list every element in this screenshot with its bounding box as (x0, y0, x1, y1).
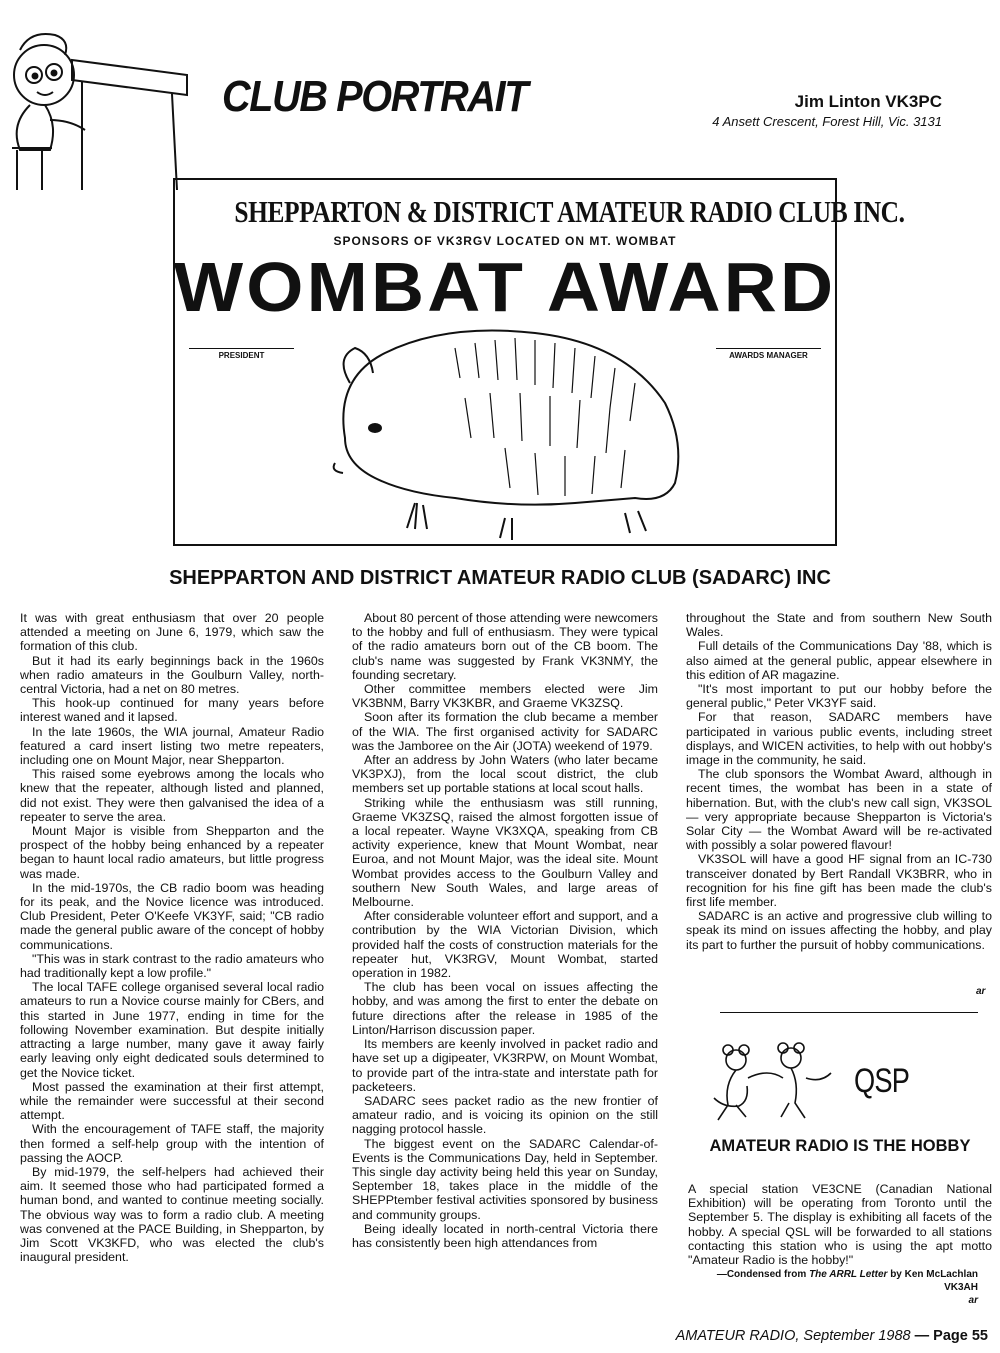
author-name: Jim Linton VK3PC (794, 92, 942, 111)
wombat-illustration (305, 288, 705, 546)
paragraph: The club sponsors the Wombat Award, although in recent times, the wombat has been in a state of hibernation. But, with the club's new call sign, VK3SOL — very appropriate because Shepparton is Victoria's Solar City — the Wombat Award will be re-activated with possibly a solar powered flavour! (686, 767, 992, 853)
cartoon-illustration (2, 20, 202, 190)
qsp-credit-prefix: —Condensed from (716, 1269, 807, 1280)
author-address: 4 Ansett Crescent, Forest Hill, Vic. 3131 (712, 114, 942, 129)
paragraph: The club has been vocal on issues affecting the hobby, and was among the first to enter the debate on future directions after the release in 1985 of the Linton/Harrison discussion paper. (352, 980, 658, 1037)
paragraph: Being ideally located in north-central Victoria there has consistently been high attendances from (352, 1221, 658, 1250)
footer-page-number: — Page 55 (914, 1328, 988, 1344)
paragraph: This raised some eyebrows among the locals who knew that the repeater, although listed and planned, did not exist. They were then galvanised the idea of a repeater to serve the area. (20, 767, 324, 824)
paragraph: By mid-1979, the self-helpers had achieved their aim. It seemed those who had participated formed a human bond, and wanted to continue meeting socially. The obvious way was to form a radio club. A meeting was convened at the PACE Building, in Shepparton, by Jim Scott VK3KFD, who was elected the club's inaugural president. (20, 1164, 324, 1265)
section-title: CLUB PORTRAIT (222, 72, 528, 121)
paragraph: Other committee members elected were Jim VK3BNM, Barry VK3KBR, and Graeme VK3ZSQ. (352, 682, 658, 711)
paragraph: SADARC is an active and progressive club willing to speak its mind on issues affecting the hobby, and play its part to further the pursuit of hobby communications. (686, 909, 992, 952)
paragraph: But it had its early beginnings back in the 1960s when radio amateurs in the Goulburn Valley, north-central Victoria, had a net on 80 metres. (20, 653, 324, 697)
paragraph: Mount Major is visible from Shepparton and the prospect of the hobby being enhanced by a repeater began to haunt local radio amateurs, but little progress was made. (20, 824, 324, 881)
paragraph: VK3SOL will have a good HF signal from an IC-730 transceiver donated by Bert Randall VK3BRR, who in recognition for his fine gift has been made the club's first life member. (686, 852, 992, 910)
paragraph: For that reason, SADARC members have participated in various public events, including street displays, and WICEN activities, to help with out hobby's image in the community, he said. (686, 710, 992, 768)
paragraph: About 80 percent of those attending were newcomers to the hobby and full of enthusiasm. They were typical of the radio amateurs born out of the CB boom. The club's name was suggested by Frank VK3NMY, the founding secretary. (352, 611, 658, 682)
signature-awards-manager: AWARDS MANAGER (716, 348, 821, 360)
signature-president: PRESIDENT (189, 348, 294, 360)
qsp-credit (688, 1268, 978, 1307)
article-end-mark: ar (976, 986, 986, 997)
qsp-credit-source: The ARRL Letter (809, 1269, 888, 1280)
paragraph: In the late 1960s, the WIA journal, Amateur Radio featured a card insert listing two metre repeaters, including one on Mount Major, near Shepparton. (20, 724, 324, 768)
paragraph: throughout the State and from southern New South Wales. (686, 611, 992, 640)
article-column-2 (352, 611, 658, 1250)
paragraph: Its members are keenly involved in packet radio and have set up a digipeater, VK3RPW, on Mount Wombat, to provide part of the intra-state and interstate path for packeteers. (352, 1037, 658, 1094)
dancing-mice-illustration (706, 1038, 836, 1126)
paragraph: Soon after its formation the club became a member of the WIA. The first organised activity for SADARC was the Jamboree on the Air (JOTA) weekend of 1979. (352, 710, 658, 753)
divider (720, 1012, 978, 1013)
article-column-1 (20, 611, 324, 1264)
qsp-body: A special station VE3CNE (Canadian National Exhibition) will be operating from Toronto until the September 5. The display is exhibiting all facets of the hobby. A special QSL will be forwarded to all stations contacting this station who is using the apt motto "Amateur Radio is the hobby!" (688, 1182, 992, 1268)
paragraph: SADARC sees packet radio as the new frontier of amateur radio, and is voicing its opinion on the still nagging protocol hassle. (352, 1093, 658, 1137)
article-column-3 (686, 611, 992, 952)
paragraph: Full details of the Communications Day '88, which is also aimed at the general public, appear elsewhere in this edition of AR magazine. (686, 639, 992, 682)
qsp-credit-suffix: by Ken McLachlan (890, 1269, 978, 1280)
paragraph: This hook-up continued for many years before interest waned and it lapsed. (20, 696, 324, 725)
paragraph: The local TAFE college organised several local radio amateurs to run a Novice course mainly for CBers, and this started in June 1977, ending in time for the following November examination. But despite initially attracting a large number, many gave it away fairly early leaving only eight dedicated souls determined to get the Novice ticket. (20, 980, 324, 1080)
paragraph: With the encouragement of TAFE staff, the majority then formed a self-help group with the intention of passing the AOCP. (20, 1122, 324, 1165)
paragraph: "It's most important to put our hobby before the general public," Peter VK3YF said. (686, 682, 992, 711)
author-block (712, 92, 942, 129)
qsp-credit-call: VK3AH (944, 1282, 978, 1293)
paragraph: After an address by John Waters (who later became VK3PXJ), from the local scout district, the club members set up portable stations at local scout halls. (352, 753, 658, 796)
qsp-end-mark: ar (968, 1295, 978, 1306)
award-sponsor-line: SPONSORS OF VK3RGV LOCATED ON MT. WOMBAT (333, 234, 677, 248)
paragraph: After considerable volunteer effort and support, and a contribution by the WIA Victorian Division, which provided half the costs of construction materials for the repeater hut, VK3RGV, Mount Wombat, started operation in 1982. (352, 909, 658, 981)
award-certificate (173, 178, 905, 546)
qsp-label: QSP (854, 1062, 910, 1100)
paragraph: "This was in stark contrast to the radio amateurs who had traditionally kept a low profile." (20, 951, 324, 981)
qsp-headline: AMATEUR RADIO IS THE HOBBY (709, 1137, 971, 1155)
paragraph: Striking while the enthusiasm was still running, Graeme VK3ZSQ, raised the almost forgotten issue of a local repeater. Wayne VK3XQA, speaking from CB activity experience, knew that Mount Wombat, near Euroa, and not Mount Major, was the ideal site. Mount Wombat provides access to the Goulburn Valley and southern New South Wales, and large areas of Melbourne. (352, 795, 658, 910)
page-footer (676, 1328, 988, 1344)
paragraph: It was with great enthusiasm that over 20 people attended a meeting on June 6, 1979, which saw the formation of this club. (20, 611, 324, 654)
paragraph: In the mid-1970s, the CB radio boom was heading for its peak, and the Novice licence was introduced. Club President, Peter O'Keefe VK3YF, said; "CB radio made the general public aware of the concept of hobby communications. (20, 880, 324, 952)
paragraph: Most passed the examination at their first attempt, while the remainder were successful at their second attempt. (20, 1079, 324, 1123)
award-club-name: SHEPPARTON & DISTRICT AMATEUR RADIO CLUB INC. (234, 194, 905, 229)
award-title: WOMBAT AWARD (173, 248, 837, 326)
article-headline: SHEPPARTON AND DISTRICT AMATEUR RADIO CLUB (SADARC) INC (169, 567, 831, 589)
footer-publication: AMATEUR RADIO, September 1988 (675, 1328, 911, 1344)
paragraph: The biggest event on the SADARC Calendar-of-Events is the Communications Day, held in September. This single day activity being held this year on Sunday, September 18, takes place in the middle of the SHEPPtember festival activities sponsored by business and community groups. (352, 1136, 658, 1222)
